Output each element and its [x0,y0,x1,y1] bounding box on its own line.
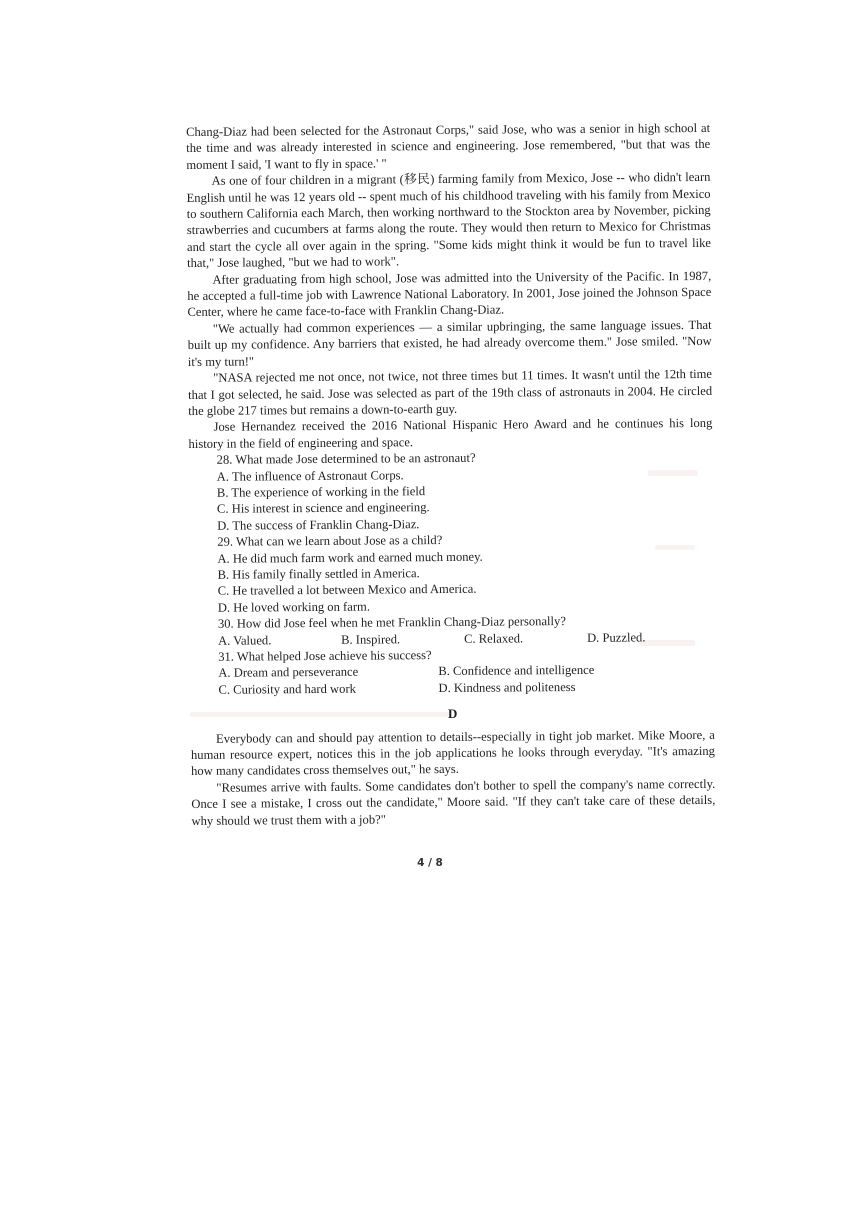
passage-paragraph: Chang-Diaz had been selected for the Astronaut Corps," said Jose, who was a senior in high school at the time and was already interested in science and engineering. Jose remembered, "but that was the moment I said, 'I want to fly in space.' " [186,120,711,172]
question-stem: 29. What can we learn about Jose as a child? [217,533,443,549]
passage-paragraph: "NASA rejected me not once, not twice, not three times but 11 times. It wasn't until the 12th time that I got selected, he said. Jose was selected as part of the 19th class of astronauts in 2004. He circled the globe 217 times but remains a down-to-earth guy. [188,366,713,418]
answer-option: B. Confidence and intelligence [438,663,595,679]
passage-paragraph: "Resumes arrive with faults. Some candidates don't bother to spell the company's name correctly. Once I see a mistake, I cross out the candidate," Moore said. "If they can't take care of these details, why should we trust them with a job?" [191,776,716,828]
question-28 [189,448,714,534]
passage-paragraph: Everybody can and should pay attention to details--especially in tight job market. Mike Moore, a human resource expert, notices this in the job applications he looks through everyday. "It's amazing how many candidates cross themselves out," he says. [190,727,715,779]
page-number: 4 / 8 [417,857,443,869]
answer-option: D. He loved working on farm. [217,599,370,615]
exam-page [186,120,716,829]
question-stem: 28. What made Jose determined to be an astronaut? [216,450,476,467]
section-heading: D [447,706,458,722]
answer-option: A. The influence of Astronaut Corps. [216,467,404,484]
answer-option: C. His interest in science and engineering. [216,500,430,517]
answer-options-row [190,678,714,699]
answer-option: C. Relaxed. [463,630,524,646]
passage-paragraph: "We actually had common experiences — a similar upbringing, the same language issues. That built up my confidence. Any barriers that existed, he had already overcome them." Jose smiled. "Now it's my turn!" [187,317,712,369]
passage-paragraph: Jose Hernandez received the 2016 National Hispanic Hero Award and he continues his long history in the field of engineering and space. [188,416,713,451]
question-stem: 30. How did Jose feel when he met Franklin Chang-Diaz personally? [217,614,566,631]
passage-paragraph: After graduating from high school, Jose was admitted into the University of the Pacific. In 1987, he accepted a full-time job with Lawrence National Laboratory. In 2001, Jose joined the Johnson Space Center, where he came face-to-face with Franklin Chang-Diaz. [187,268,712,320]
answer-option: D. Puzzled. [586,630,646,645]
answer-option: B. Inspired. [340,631,401,647]
answer-option: C. He travelled a lot between Mexico and America. [217,582,477,599]
question-31 [190,645,714,698]
reading-passage-d [191,704,716,829]
answer-option: C. Curiosity and hard work [218,681,356,697]
passage-paragraph: As one of four children in a migrant (移民) farming family from Mexico, Jose -- who didn't learn English until he was 12 years old -- spent much of his childhood traveling with his family from Mexico to southern California each March, then working northward to the Stockton area by November, picking strawberries and cucumbers at farms along the route. They would then return to Mexico for Christmas and start the cycle all over again in the spring. "Some kids might think it would be fun to travel like that," Jose laughed, "but we had to work". [186,170,712,271]
answer-option: B. His family finally settled in America. [217,566,420,582]
answer-option: A. Dream and perseverance [218,665,359,681]
answer-option: D. Kindness and politeness [438,679,576,695]
answer-option: B. The experience of working in the field [216,484,426,500]
reading-passage-c [186,120,713,452]
question-30 [190,612,714,649]
answer-option: D. The success of Franklin Chang-Diaz. [217,516,420,533]
answer-option: A. He did much farm work and earned much money. [217,549,483,566]
question-29 [189,530,714,616]
question-stem: 31. What helped Jose achieve his success? [218,648,432,664]
answer-option: A. Valued. [218,632,272,648]
